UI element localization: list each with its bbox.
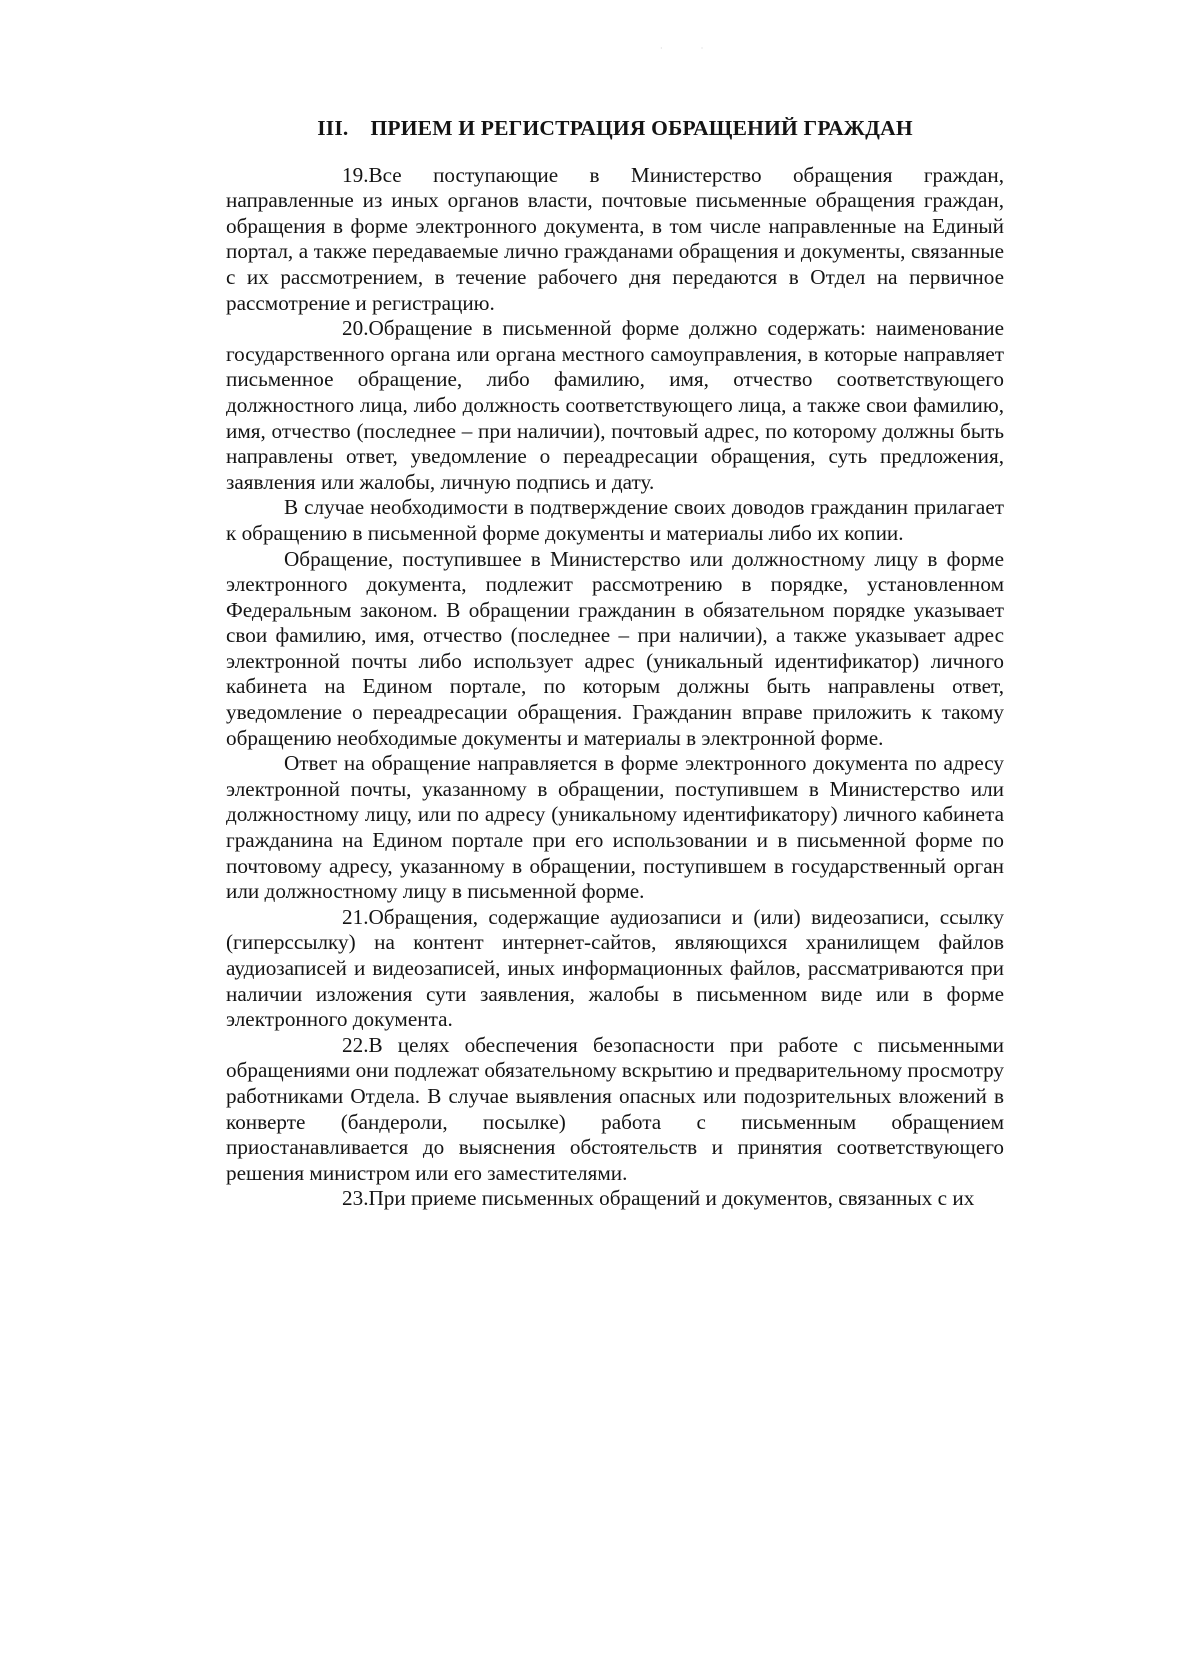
- paragraph-text: В случае необходимости в подтверждение своих доводов гражданин прилагает к обращению в письменной форме документы и материалы либо их копии.: [226, 495, 1004, 545]
- paragraph-text: Ответ на обращение направляется в форме электронного документа по адресу электронной почты, указанному в обращении, поступившем в Министерство или должностному лицу, или по адресу (уникальному идентификатору) личного кабинета гражданина на Едином портале при его использовании и в письменной форме по почтовому адресу, указанному в обращении, поступившем в государственный орган или должностному лицу в письменной форме.: [226, 751, 1004, 904]
- paragraph-19: [226, 163, 1004, 317]
- section-title: ПРИЕМ И РЕГИСТРАЦИЯ ОБРАЩЕНИЙ ГРАЖДАН: [370, 116, 913, 140]
- section-heading: [226, 116, 1004, 142]
- paragraph-number: 19.: [342, 162, 369, 187]
- paragraph-number: 23.: [342, 1186, 369, 1211]
- paragraph-23: [226, 1186, 1004, 1212]
- paragraph-number: 21.: [342, 904, 369, 929]
- paragraph-22: [226, 1033, 1004, 1187]
- scan-artifacts: · ·: [660, 44, 704, 53]
- section-number: III.: [317, 116, 349, 140]
- paragraph-20: [226, 316, 1004, 495]
- document-page: [226, 116, 1004, 1212]
- paragraph-20-response: [226, 751, 1004, 905]
- paragraph-20-attachments: [226, 495, 1004, 546]
- paragraph-text: Обращение, поступившее в Министерство или должностному лицу в форме электронного документа, подлежит рассмотрению в порядке, установленном Федеральным законом. В обращении гражданин в обязательном порядке указывает свои фамилию, имя, отчество (последнее – при наличии), а также указывает адрес электронной почты либо использует адрес (уникальный идентификатор) личного кабинета на Едином портале, по которым должны быть направлены ответ, уведомление о переадресации обращения. Гражданин вправе приложить к такому обращению необходимые документы и материалы в электронной форме.: [226, 546, 1004, 750]
- paragraph-text: При приеме письменных обращений и документов, связанных с их: [368, 1186, 975, 1211]
- paragraph-text: В целях обеспечения безопасности при работе с письменными обращениями они подлежат обязательному вскрытию и предварительному просмотру работниками Отдела. В случае выявления опасных или подозрительных вложений в конверте (бандероли, посылке) работа с письменным обращением приостанавливается до выяснения обстоятельств и принятия соответствующего решения министром или его заместителями.: [226, 1032, 1004, 1185]
- paragraph-number: 20.: [342, 316, 369, 341]
- paragraph-20-electronic: [226, 547, 1004, 752]
- paragraph-text: Обращение в письменной форме должно содержать: наименование государственного органа или органа местного самоуправления, в которые направляет письменное обращение, либо фамилию, имя, отчество соответствующего должностного лица, либо должность соответствующего лица, а также свои фамилию, имя, отчество (последнее – при наличии), почтовый адрес, по которому должны быть направлены ответ, уведомление о переадресации обращения, суть предложения, заявления или жалобы, личную подпись и дату.: [226, 316, 1004, 494]
- paragraph-number: 22.: [342, 1032, 369, 1057]
- paragraph-text: Все поступающие в Министерство обращения граждан, направленные из иных органов власти, почтовые письменные обращения граждан, обращения в форме электронного документа, в том числе направленные на Единый портал, а также передаваемые лично гражданами обращения и документы, связанные с их рассмотрением, в течение рабочего дня передаются в Отдел на первичное рассмотрение и регистрацию.: [226, 162, 1004, 315]
- paragraph-text: Обращения, содержащие аудиозаписи и (или) видеозаписи, ссылку (гиперссылку) на контент интернет-сайтов, являющихся хранилищем файлов аудиозаписей и видеозаписей, иных информационных файлов, рассматриваются при наличии изложения сути заявления, жалобы в письменном виде или в форме электронного документа.: [226, 904, 1004, 1032]
- paragraph-21: [226, 905, 1004, 1033]
